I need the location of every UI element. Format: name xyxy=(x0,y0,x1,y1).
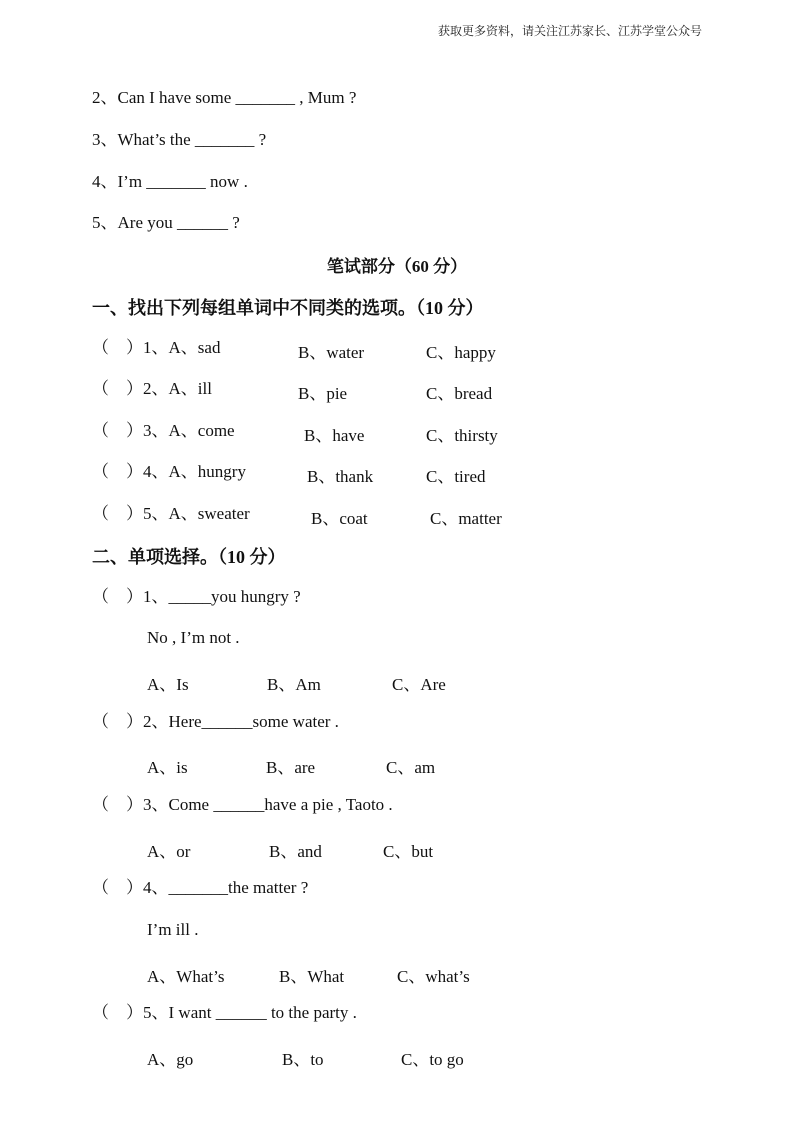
s1-q1-option-b: B、water xyxy=(298,343,365,362)
s2-q5-option-c: C、to go xyxy=(401,1050,464,1069)
s2-q1: （ ）1、_____you hungry ? xyxy=(92,587,301,606)
s2-q3-option-c: C、but xyxy=(383,842,434,861)
s2-q5-option-b: B、to xyxy=(282,1050,324,1069)
s2-q5: （ ）5、I want ______ to the party . xyxy=(92,1003,357,1022)
s1-q1-option-c: C、happy xyxy=(426,343,496,362)
s2-q1-option-c: C、Are xyxy=(392,675,446,694)
s1-q3-option-c: C、thirsty xyxy=(426,426,498,445)
s1-q4: （ ）4、A、hungry xyxy=(92,462,246,481)
s1-q5: （ ）5、A、sweater xyxy=(92,504,250,523)
s2-q1-option-a: A、Is xyxy=(147,675,189,694)
s2-q1-answer: No , I’m not . xyxy=(147,628,240,647)
s1-q2-option-c: C、bread xyxy=(426,384,493,403)
s1-q5-option-b: B、coat xyxy=(311,509,368,528)
s1-q2-option-b: B、pie xyxy=(298,384,348,403)
listening-item-3: 3、What’s the _______ ? xyxy=(92,130,267,149)
s2-q2-option-a: A、is xyxy=(147,758,188,777)
s1-q4-option-c: C、tired xyxy=(426,467,486,486)
s2-q4-option-a: A、What’s xyxy=(147,967,225,986)
written-part-title: 笔试部分（60 分） xyxy=(326,257,468,276)
s2-q3: （ ）3、Come ______have a pie , Taoto . xyxy=(92,795,393,814)
s2-q4-answer: I’m ill . xyxy=(147,920,199,939)
s2-q2-option-b: B、are xyxy=(266,758,316,777)
s2-q4: （ ）4、_______the matter ? xyxy=(92,878,309,897)
s2-q4-option-b: B、What xyxy=(279,967,345,986)
s2-q4-option-c: C、what’s xyxy=(397,967,470,986)
section2-title: 二、单项选择。（10 分） xyxy=(92,547,286,567)
s1-q5-option-c: C、matter xyxy=(430,509,502,528)
s1-q4-option-b: B、thank xyxy=(307,467,374,486)
s2-q1-option-b: B、Am xyxy=(267,675,321,694)
s1-q3: （ ）3、A、come xyxy=(92,421,235,440)
listening-item-5: 5、Are you ______ ? xyxy=(92,213,240,232)
section1-title: 一、找出下列每组单词中不同类的选项。（10 分） xyxy=(92,298,484,318)
s1-q3-option-b: B、have xyxy=(304,426,365,445)
s1-q1: （ ）1、A、sad xyxy=(92,338,221,357)
s2-q3-option-a: A、or xyxy=(147,842,191,861)
s2-q3-option-b: B、and xyxy=(269,842,322,861)
listening-item-4: 4、I’m _______ now . xyxy=(92,172,248,191)
s2-q5-option-a: A、go xyxy=(147,1050,194,1069)
s2-q2: （ ）2、Here______some water . xyxy=(92,712,339,731)
listening-item-2: 2、Can I have some _______ , Mum ? xyxy=(92,88,357,107)
s2-q2-option-c: C、am xyxy=(386,758,436,777)
page-header: 获取更多资料，请关注江苏家长、江苏学堂公众号 xyxy=(437,24,702,38)
s1-q2: （ ）2、A、ill xyxy=(92,379,212,398)
